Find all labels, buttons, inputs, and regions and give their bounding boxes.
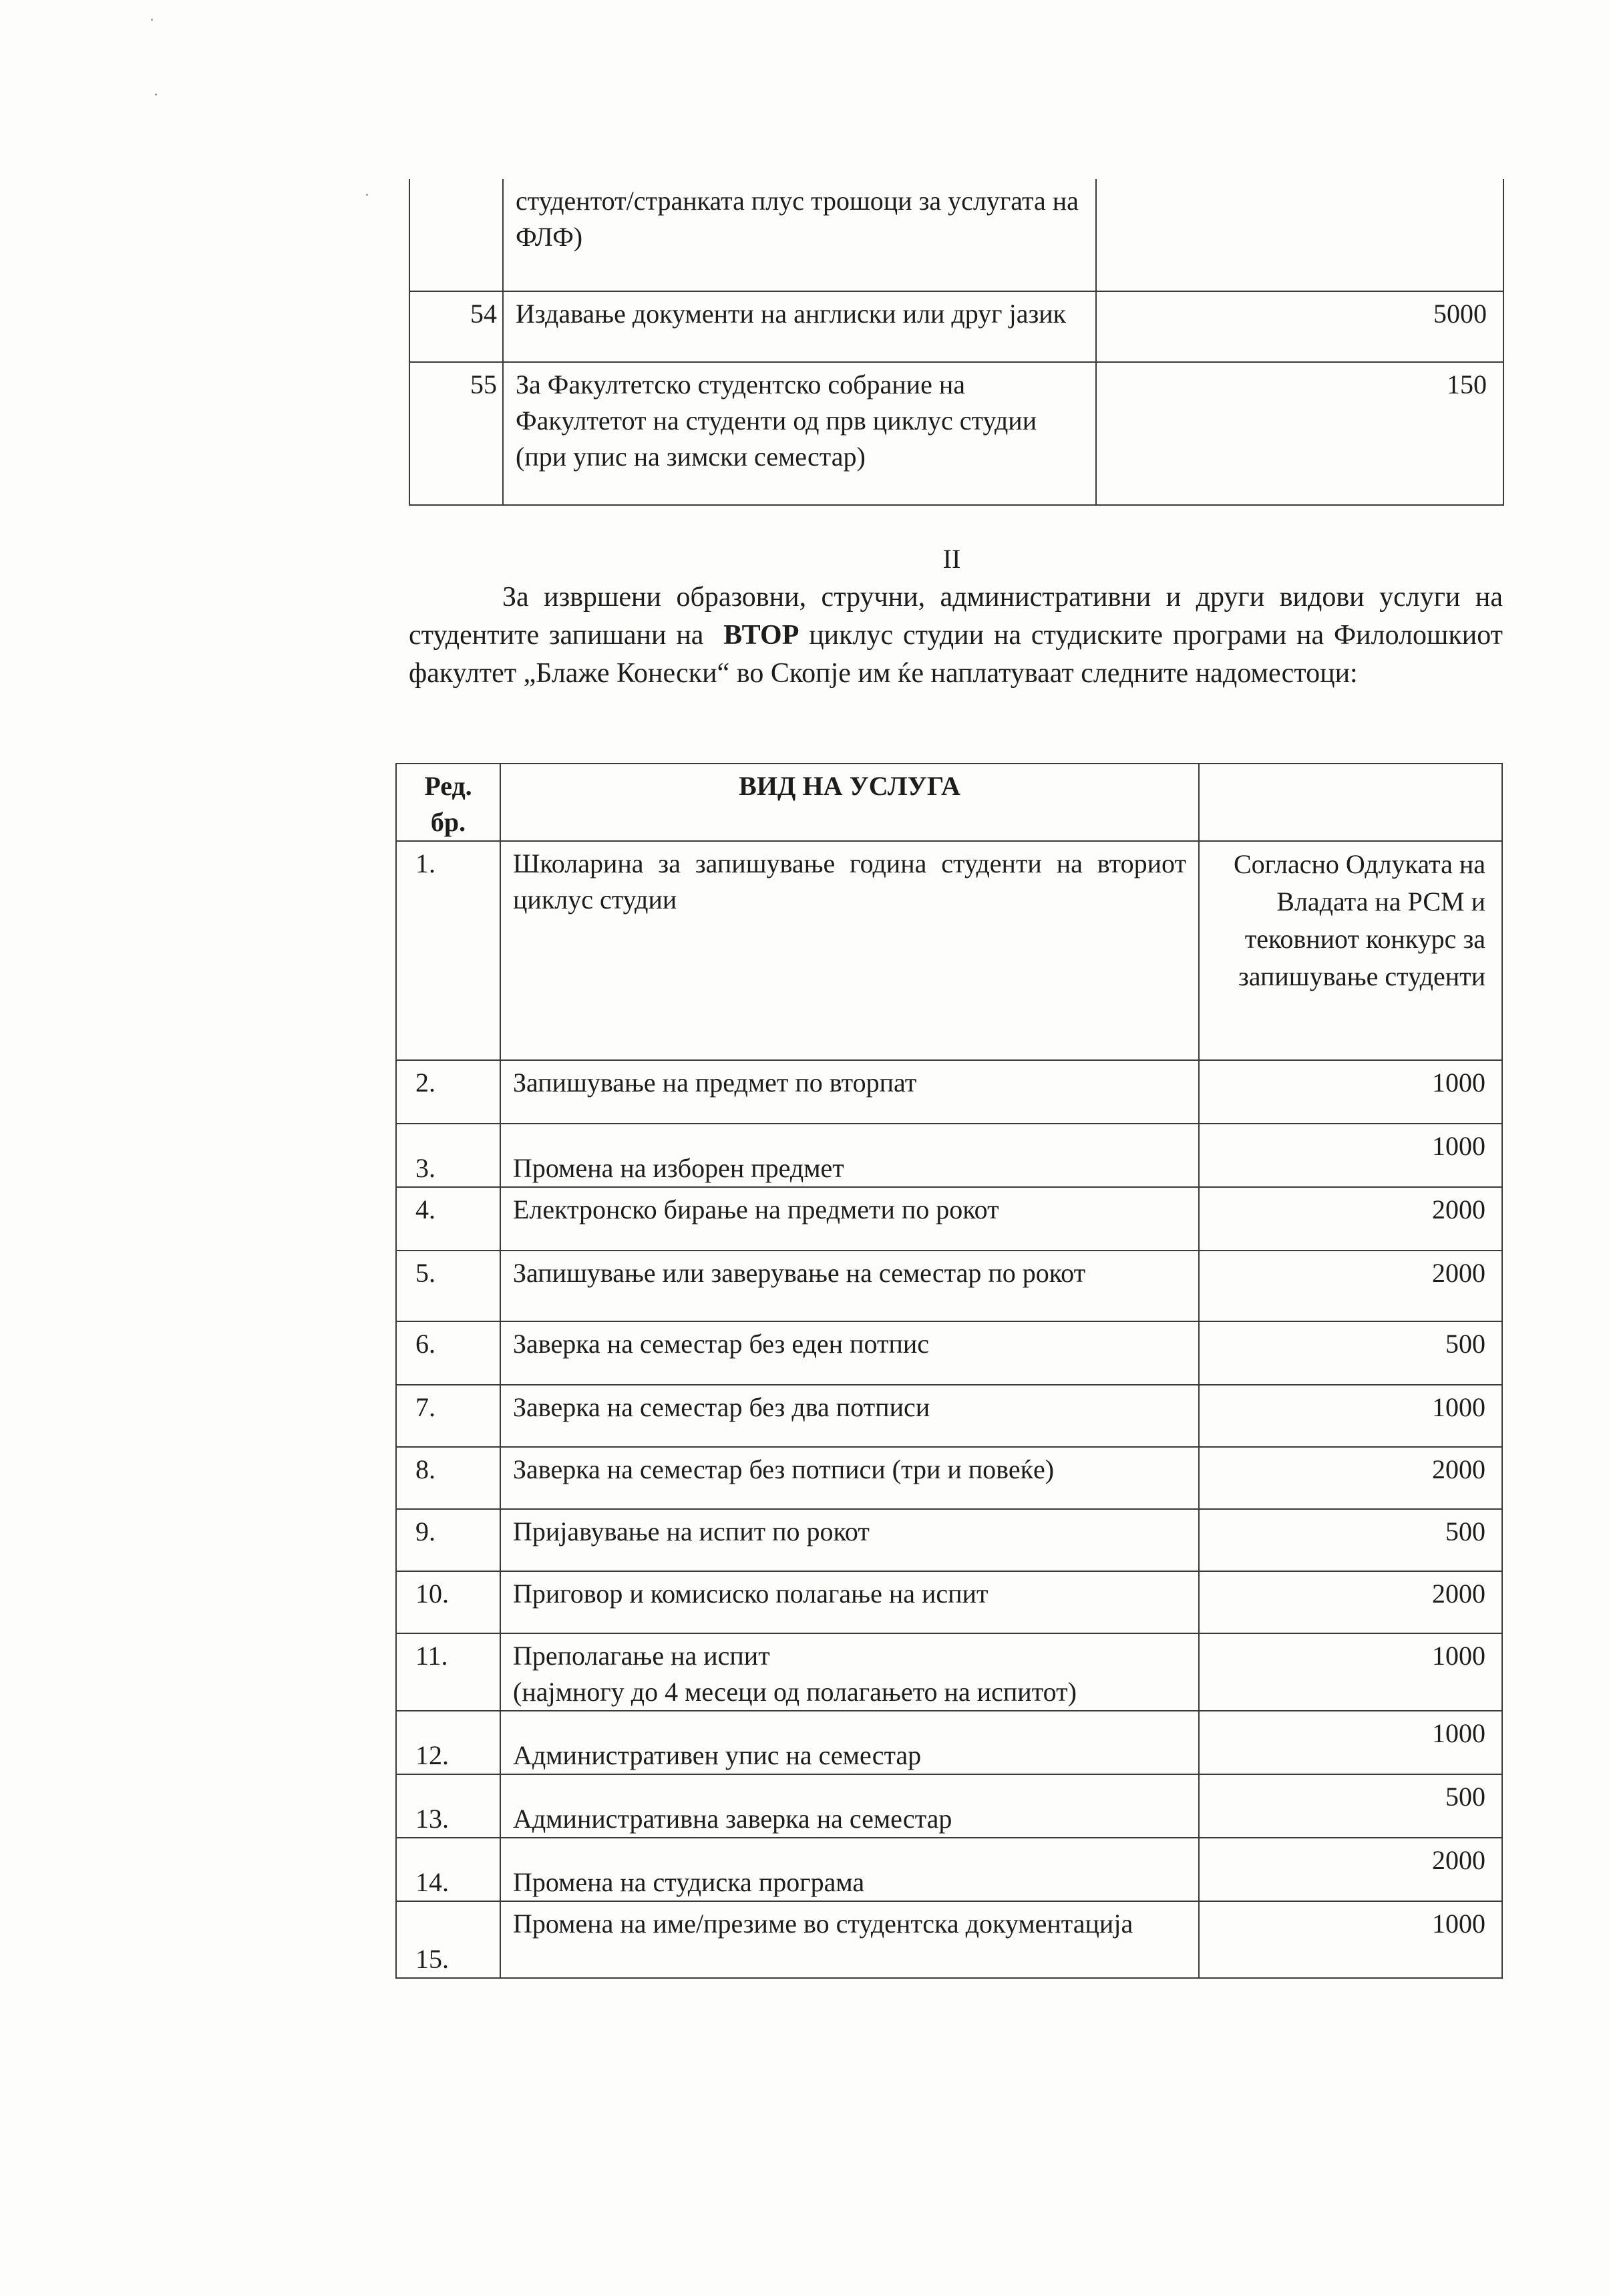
row-price: 1000 <box>1199 1124 1502 1187</box>
row-description: За Факултетско студентско собрание на Факултетот на студенти од прв циклус студии (при упис на зимски семестар) <box>503 362 1096 505</box>
row-description: Административна заверка на семестар <box>500 1774 1199 1838</box>
row-description: Запишување или заверување на семестар по рокот <box>500 1251 1199 1321</box>
table-row <box>409 179 1503 291</box>
row-price: 1000 <box>1199 1711 1502 1774</box>
row-description: Промена на изборен предмет <box>500 1124 1199 1187</box>
row-price: 2000 <box>1199 1187 1502 1251</box>
row-price: 500 <box>1199 1509 1502 1571</box>
row-description: Запишување на предмет по вторпат <box>500 1060 1199 1124</box>
row-description: Школарина за запишување година студенти на вториот циклус студии <box>500 841 1199 1060</box>
row-number: 12. <box>396 1711 500 1774</box>
row-description: Пријавување на испит по рокот <box>500 1509 1199 1571</box>
scan-speck <box>151 19 153 21</box>
row-description: Промена на име/презиме во студентска документација <box>500 1901 1199 1978</box>
row-description: Електронско бирање на предмети по рокот <box>500 1187 1199 1251</box>
header-number: Ред. бр. <box>396 764 500 841</box>
section-number: II <box>942 544 961 574</box>
row-number: 4. <box>396 1187 500 1251</box>
row-number: 10. <box>396 1571 500 1633</box>
table-row <box>396 1060 1502 1124</box>
row-number: 1. <box>396 841 500 1060</box>
row-number: 54 <box>409 291 503 362</box>
table-row <box>409 291 1503 362</box>
intro-text-before: За извршени образовни, стручни, административни и други видови услуги на студентите запишани на <box>409 582 1503 651</box>
intro-bold-term: ВТОР <box>723 620 799 651</box>
row-number: 3. <box>396 1124 500 1187</box>
row-description: Заверка на семестар без потписи (три и повеќе) <box>500 1447 1199 1509</box>
header-service: ВИД НА УСЛУГА <box>500 764 1199 841</box>
table-row <box>396 841 1502 1060</box>
row-description-main: Преполагање на испит <box>513 1641 770 1671</box>
row-number: 5. <box>396 1251 500 1321</box>
row-price: 2000 <box>1199 1838 1502 1901</box>
table-row <box>396 1385 1502 1447</box>
row-price <box>1096 179 1503 291</box>
table-row <box>396 1633 1502 1711</box>
row-number <box>409 179 503 291</box>
row-description: Заверка на семестар без два потписи <box>500 1385 1199 1447</box>
row-description: Приговор и комисиско полагање на испит <box>500 1571 1199 1633</box>
row-price: 2000 <box>1199 1447 1502 1509</box>
table-row <box>409 362 1503 505</box>
row-number: 8. <box>396 1447 500 1509</box>
table-row <box>396 1838 1502 1901</box>
row-number: 7. <box>396 1385 500 1447</box>
row-number: 14. <box>396 1838 500 1901</box>
fees-table-continuation <box>409 179 1504 506</box>
row-number: 11. <box>396 1633 500 1711</box>
row-number: 6. <box>396 1321 500 1385</box>
section-intro-paragraph <box>409 579 1503 693</box>
row-description: Административен упис на семестар <box>500 1711 1199 1774</box>
row-number: 13. <box>396 1774 500 1838</box>
table-row <box>396 1711 1502 1774</box>
row-price: 1000 <box>1199 1060 1502 1124</box>
row-description: студентот/странката плус трошоци за услугата на ФЛФ) <box>503 179 1096 291</box>
row-price: 1000 <box>1199 1633 1502 1711</box>
table-row <box>396 1251 1502 1321</box>
header-price <box>1199 764 1502 841</box>
row-description: Промена на студиска програма <box>500 1838 1199 1901</box>
scan-speck <box>155 94 157 96</box>
row-description: Издавање документи на англиски или друг јазик <box>503 291 1096 362</box>
table-row <box>396 1774 1502 1838</box>
table-row <box>396 1321 1502 1385</box>
row-number: 15. <box>396 1901 500 1978</box>
table-row <box>396 1571 1502 1633</box>
row-description: Заверка на семестар без еден потпис <box>500 1321 1199 1385</box>
table-row <box>396 1447 1502 1509</box>
table-header-row <box>396 764 1502 841</box>
intro-text-after: циклус студии на студиските програми на Филолошкиот факултет „Блаже Конески“ во Скопје им ќе наплатуваат следните надоместоци: <box>409 620 1503 689</box>
row-number: 55 <box>409 362 503 505</box>
table-row <box>396 1901 1502 1978</box>
row-price: 150 <box>1096 362 1503 505</box>
row-number: 2. <box>396 1060 500 1124</box>
scan-speck <box>366 194 368 196</box>
fees-table <box>395 763 1503 1979</box>
table-row <box>396 1187 1502 1251</box>
row-price: 2000 <box>1199 1251 1502 1321</box>
row-description <box>500 1633 1199 1711</box>
row-price: 500 <box>1199 1321 1502 1385</box>
row-description-note: (најмногу до 4 месеци од полагањето на испитот) <box>513 1677 1077 1707</box>
table-row <box>396 1124 1502 1187</box>
row-number: 9. <box>396 1509 500 1571</box>
row-price: 1000 <box>1199 1901 1502 1978</box>
row-price: 500 <box>1199 1774 1502 1838</box>
row-price: Согласно Одлуката на Владата на РСМ и тековниот конкурс за запишување студенти <box>1199 841 1502 1060</box>
row-price: 1000 <box>1199 1385 1502 1447</box>
row-price: 5000 <box>1096 291 1503 362</box>
row-price: 2000 <box>1199 1571 1502 1633</box>
table-row <box>396 1509 1502 1571</box>
